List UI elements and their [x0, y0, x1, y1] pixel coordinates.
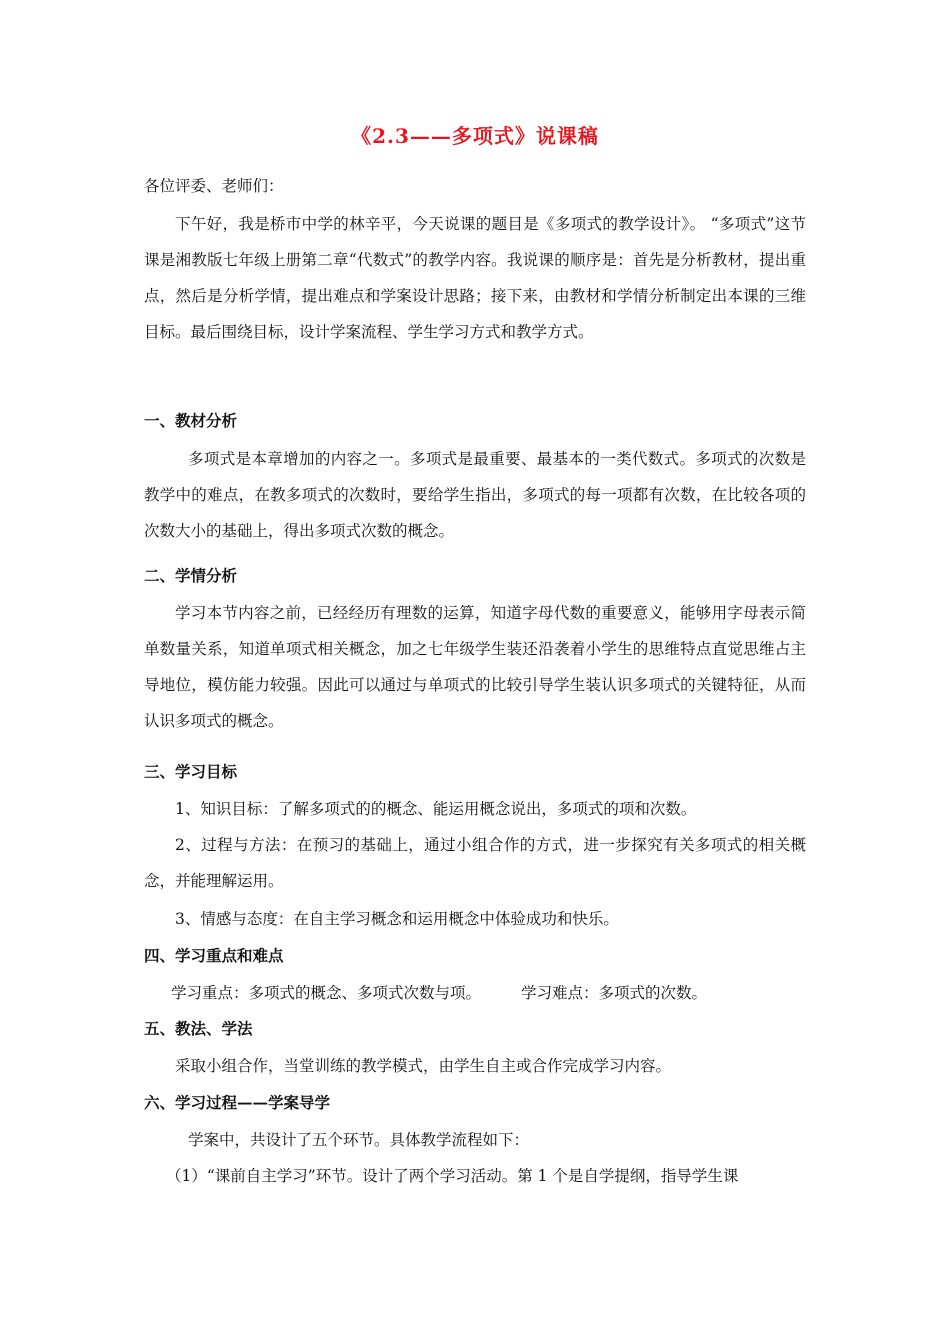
textbook-analysis-paragraph: 多项式是本章增加的内容之一。多项式是最重要、最基本的一类代数式。多项式的次数是教学中的难点，在教多项式的次数时，要给学生指出，多项式的每一项都有次数，在比较各项的次数大小的基础上，得出多项式次数的概念。 — [144, 450, 806, 540]
difficulty-text: 学习难点：多项式的次数。 — [521, 984, 708, 1002]
section-heading-key-points: 四、学习重点和难点 — [144, 946, 284, 965]
section-heading-learning-goals: 三、学习目标 — [144, 762, 238, 781]
goal-item-2: 2、过程与方法：在预习的基础上，通过小组合作的方式，进一步探究有关多项式的相关概念，并能理解运用。 — [144, 836, 806, 890]
methods-paragraph: 采取小组合作，当堂训练的教学模式，由学生自主或合作完成学习内容。 — [175, 1057, 672, 1075]
section-heading-learning-process: 六、学习过程——学案导学 — [144, 1093, 331, 1112]
goal-item-3: 3、情感与态度：在自主学习概念和运用概念中体验成功和快乐。 — [175, 910, 619, 928]
section-heading-student-analysis: 二、学情分析 — [144, 566, 238, 585]
section-heading-textbook-analysis: 一、教材分析 — [144, 411, 238, 430]
learning-process-paragraph: 学案中，共设计了五个环节。具体教学流程如下： — [188, 1131, 530, 1149]
greeting: 各位评委、老师们： — [144, 177, 284, 195]
intro-paragraph: 下午好，我是桥市中学的林辛平，今天说课的题目是《多项式的教学设计》。 “多项式”这节课是湘教版七年级上册第二章“代数式”的教学内容。我说课的顺序是：首先是分析教材，提出重点，然后是分析学情，提出难点和学案设计思路；接下来，由教材和学情分析制定出本课的三维目标。最后围绕目标，设计学案流程、学生学习方式和教学方式。 — [144, 215, 806, 341]
goal-item-1: 1、知识目标：了解多项式的的概念、能运用概念说出，多项式的项和次数。 — [175, 800, 697, 818]
section-heading-methods: 五、教法、学法 — [144, 1019, 253, 1038]
key-points-line — [144, 975, 806, 1011]
student-analysis-paragraph: 学习本节内容之前，已经经历有理数的运算，知道字母代数的重要意义，能够用字母表示简单数量关系，知道单项式相关概念，加之七年级学生装还沿袭着小学生的思维特点直觉思维占主导地位，模仿能力较强。因此可以通过与单项式的比较引导学生装认识多项式的关键特征，从而认识多项式的概念。 — [144, 604, 806, 730]
key-point-text: 学习重点：多项式的概念、多项式次数与项。 — [171, 984, 482, 1002]
learning-step-1: （1）“课前自主学习”环节。设计了两个学习活动。第 1 个是自学提纲，指导学生课 — [166, 1167, 739, 1185]
document-title: 《2.3——多项式》说课稿 — [351, 124, 599, 148]
